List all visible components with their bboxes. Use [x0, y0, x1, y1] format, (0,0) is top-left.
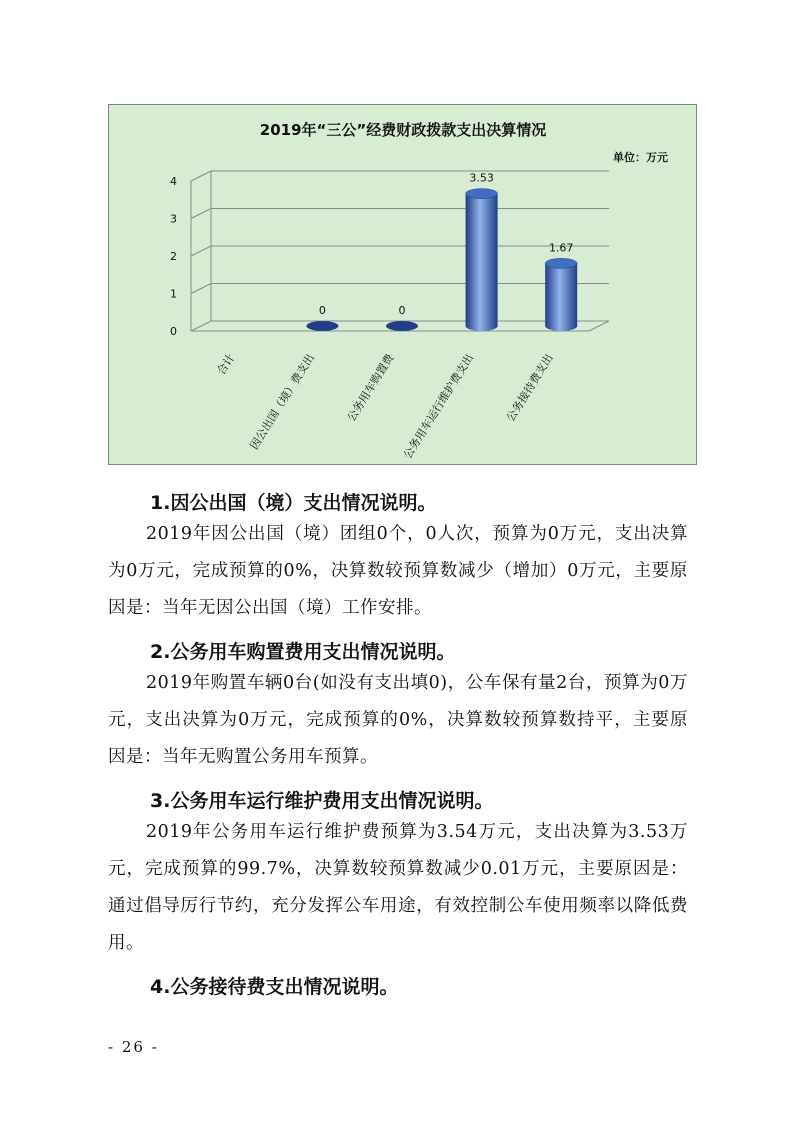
category-label: 公务用车运行维护费支出 [400, 351, 477, 462]
category-label: 合计 [214, 351, 238, 378]
data-label: 0 [318, 304, 326, 317]
section-heading-1: 1.因公出国（境）支出情况说明。 [150, 492, 437, 514]
chart-title: 2019年“三公”经费财政拨款支出决算情况 [259, 121, 547, 139]
data-label: 1.67 [548, 241, 574, 255]
gridline [191, 246, 609, 256]
y-tick-label: 4 [170, 175, 177, 188]
category-label: 公务用车购置费 [344, 351, 397, 424]
section-heading-3: 3.公务用车运行维护费用支出情况说明。 [150, 790, 494, 812]
data-label: 0 [398, 304, 406, 317]
section-text-3: 2019年公务用车运行维护费预算为3.54万元，支出决算为3.53万元，完成预算的99.7%，决算数较预算数减少0.01万元，主要原因是：通过倡导厉行节约，充分发挥公车用途，有效控制公车使用频率以降低费用。 [108, 822, 688, 953]
category-label: 公务接待费支出 [503, 351, 556, 424]
bar-zero [306, 321, 338, 331]
category-label: 因公出国（境）费支出 [247, 351, 317, 452]
page-number: - 26 - [108, 1038, 159, 1056]
chart-panel [108, 104, 697, 465]
data-label: 3.53 [469, 171, 494, 185]
y-tick-label: 0 [170, 325, 177, 338]
bar-body [466, 194, 498, 331]
bar-zero [386, 321, 418, 331]
chart-unit: 单位：万元 [613, 151, 668, 164]
gridline [191, 171, 609, 181]
section-heading-2: 2.公务用车购置费用支出情况说明。 [150, 641, 456, 663]
section-heading-4: 4.公务接待费支出情况说明。 [150, 976, 399, 998]
section-text-1: 2019年因公出国（境）团组0个，0人次，预算为0万元，支出决算为0万元，完成预算的0%，决算数较预算数减少（增加）0万元，主要原因是：当年无因公出国（境）工作安排。 [108, 524, 688, 618]
y-tick-label: 3 [170, 212, 177, 226]
gridline [191, 209, 609, 219]
section-text-2: 2019年购置车辆0台(如没有支出填0)，公车保有量2台，预算为0万元，支出决算为0万元，完成预算的0%，决算数较预算数持平，主要原因是：当年无购置公务用车预算。 [108, 673, 688, 767]
bar-top [466, 189, 498, 199]
bar-body [545, 263, 577, 331]
bar-chart [109, 105, 698, 466]
y-tick-label: 2 [170, 250, 177, 263]
bar-top [545, 258, 577, 268]
y-tick-label: 1 [170, 287, 177, 301]
